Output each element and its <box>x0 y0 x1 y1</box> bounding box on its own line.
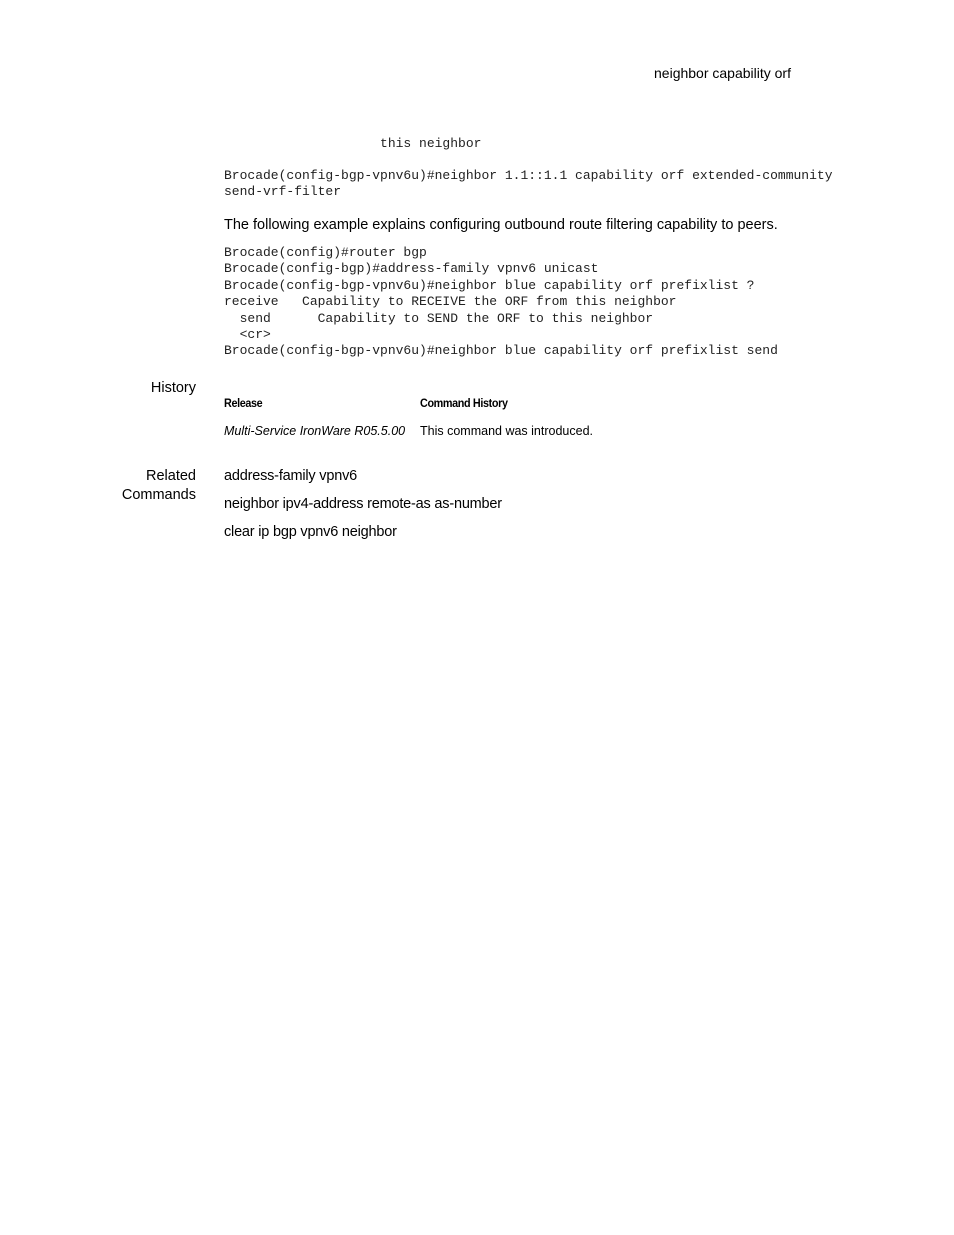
code-block-extended-community: Brocade(config-bgp-vpnv6u)#neighbor 1.1::1.1 capability orf extended-community send-vrf-filter <box>224 168 833 200</box>
related-label-line2: Commands <box>121 487 196 503</box>
history-table <box>224 396 605 438</box>
related-command-clear-ip-bgp[interactable]: clear ip bgp vpnv6 neighbor <box>224 524 397 540</box>
column-header-release: Release <box>224 396 263 410</box>
release-cell: Multi-Service IronWare R05.5.00 <box>224 424 406 438</box>
code-block-continuation: this neighbor <box>224 136 482 151</box>
related-commands-list <box>224 467 502 551</box>
related-label-line1: Related <box>146 468 196 484</box>
history-table-header <box>224 396 605 424</box>
code-block-prefixlist: Brocade(config)#router bgp Brocade(config-bgp)#address-family vpnv6 unicast Brocade(config-bgp-vpnv6u)#neighbor blue capability orf prefixlist ? receive Capability to RECEIVE the ORF from this neighbor send Capability to SEND the ORF to this neighbor <cr> Brocade(config-bgp-vpnv6u)#neighbor blue capability orf prefixlist send <box>224 245 778 359</box>
related-command-neighbor-remote-as[interactable]: neighbor ipv4-address remote-as as-number <box>224 496 502 512</box>
table-row <box>224 424 605 438</box>
column-header-command-history: Command History <box>420 396 508 410</box>
related-commands-label <box>122 467 196 505</box>
running-header: neighbor capability orf <box>654 65 791 81</box>
related-command-address-family[interactable]: address-family vpnv6 <box>224 468 357 484</box>
command-history-cell: This command was introduced. <box>420 424 593 438</box>
history-label: History <box>150 380 196 396</box>
example-description: The following example explains configuring outbound route filtering capability to peers. <box>224 217 778 233</box>
